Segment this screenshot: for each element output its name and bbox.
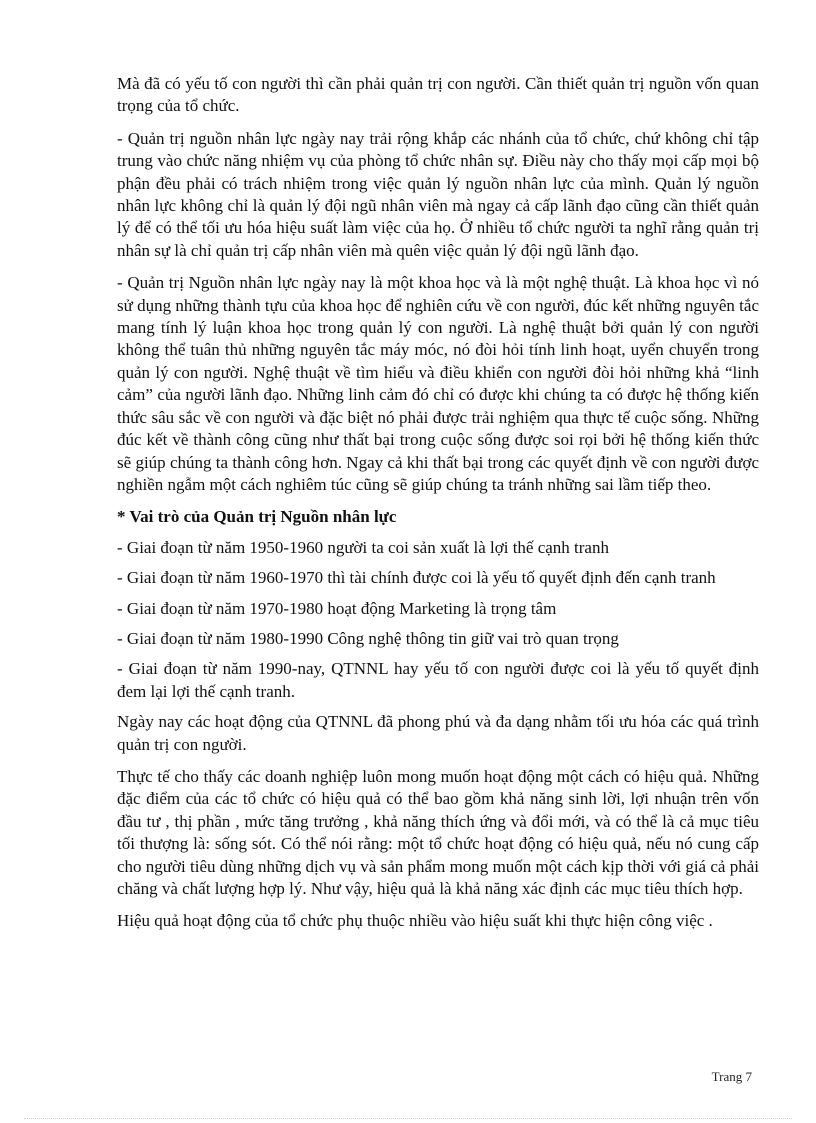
paragraph-scope: - Quản trị nguồn nhân lực ngày nay trải rộng khắp các nhánh của tổ chức, chứ không chỉ tập trung vào chức năng nhiệm vụ của phòng tổ chức nhân sự. Điều này cho thấy mọi cấp mọi bộ phận đều phải có trách nhiệm trong việc quản lý nguồn nhân lực của mình. Quản lý nguồn nhân lực không chỉ là quản lý đội ngũ nhân viên mà ngay cả cấp lãnh đạo cũng cần thiết quản lý để có thể tối ưu hóa hiệu suất làm việc của họ. Ở nhiều tổ chức người ta nghĩ rằng quản trị nhân sự là chỉ quản trị cấp nhân viên mà quên việc quản lý đội ngũ lãnh đạo. xyxy=(117,128,759,260)
period-item: - Giai đoạn từ năm 1980-1990 Công nghệ thông tin giữ vai trò quan trọng xyxy=(117,628,619,648)
section-heading: * Vai trò của Quản trị Nguồn nhân lực xyxy=(117,507,397,527)
paragraph-today: Ngày nay các hoạt động của QTNNL đã phong phú và đa dạng nhằm tối ưu hóa các quá trình quản trị con người. xyxy=(117,712,759,754)
page-number: Trang 7 xyxy=(711,1069,752,1084)
paragraph-intro: Mà đã có yếu tố con người thì cần phải quản trị con người. Cần thiết quản trị nguồn vốn quan trọng của tổ chức. xyxy=(117,74,759,116)
period-item: - Giai đoạn từ năm 1950-1960 người ta coi sản xuất là lợi thế cạnh tranh xyxy=(117,537,609,557)
period-item: - Giai đoạn từ năm 1960-1970 thì tài chính được coi là yếu tố quyết định đến cạnh tranh xyxy=(117,568,716,588)
page-bottom-divider xyxy=(24,1118,792,1119)
period-item: - Giai đoạn từ năm 1970-1980 hoạt động Marketing là trọng tâm xyxy=(117,598,557,618)
paragraph-science-art: - Quản trị Nguồn nhân lực ngày nay là một khoa học và là một nghệ thuật. Là khoa học vì nó sử dụng những thành tựu của khoa học để nghiên cứu về con người, đúc kết những nguyên tắc mang tính lý luận khoa học trong quản lý con người. Là nghệ thuật bởi quản lý con người không thể tuân thủ những nguyên tắc máy móc, nó đòi hỏi tính linh hoạt, uyển chuyển trong quản lý con người. Nghệ thuật về tìm hiểu và điều khiển con người đòi hỏi những khả “linh cảm” của người lãnh đạo. Những linh cảm đó chỉ có được khi chúng ta có được hệ thống kiến thức sâu sắc về con người và đặc biệt nó phải được trải nghiệm qua thực tế cuộc sống. Những đúc kết về thành công cũng như thất bại trong cuộc sống được soi rọi bởi hệ thống kiến thức sẽ giúp chúng ta thành công hơn. Ngay cả khi thất bại trong các quyết định về con người được nghiền ngẫm một cách nghiêm túc cũng sẽ giúp chúng ta tránh những sai lầm tiếp theo. xyxy=(117,273,759,494)
document-body xyxy=(117,73,759,943)
paragraph-performance: Hiệu quả hoạt động của tổ chức phụ thuộc nhiều vào hiệu suất khi thực hiện công việc . xyxy=(117,911,713,931)
paragraph-effectiveness: Thực tế cho thấy các doanh nghiệp luôn mong muốn hoạt động một cách có hiệu quả. Những đặc điểm của các tổ chức có hiệu quả có thể bao gồm khả năng sinh lời, lợi nhuận trên vốn đầu tư , thị phần , mức tăng trưởng , khả năng thích ứng và đổi mới, và có thể là cả mục tiêu tối thượng là: sống sót. Có thể nói rằng: một tổ chức hoạt động có hiệu quả, nếu nó cung cấp cho người tiêu dùng những dịch vụ và sản phẩm mong muốn một cách kịp thời với giá cả phải chăng và chất lượng hợp lý. Như vậy, hiệu quả là khả năng xác định các mục tiêu thích hợp. xyxy=(117,766,759,898)
period-item: - Giai đoạn từ năm 1990-nay, QTNNL hay yếu tố con người được coi là yếu tố quyết định đem lại lợi thế cạnh tranh. xyxy=(117,659,759,701)
